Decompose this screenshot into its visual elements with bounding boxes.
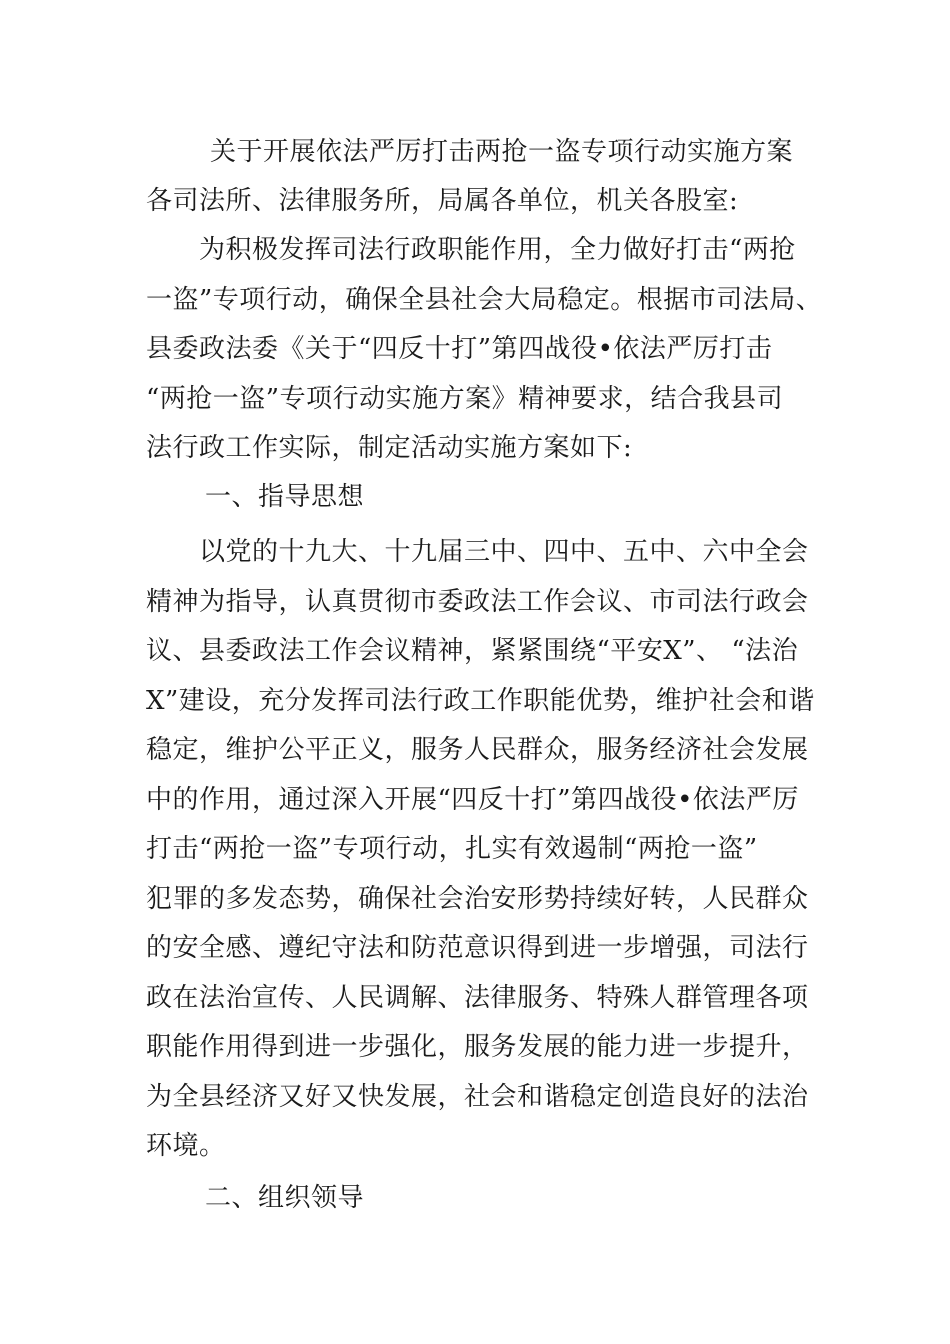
paragraph-line: 打击“两抢一盗”专项行动，扎实有效遏制“两抢一盗” — [146, 834, 758, 864]
section-heading-guiding-ideology: 一、指导思想 — [205, 482, 365, 512]
paragraph-line: “两抢一盗”专项行动实施方案》精神要求，结合我县司 — [146, 383, 784, 414]
intro-paragraph — [146, 226, 826, 474]
section-heading-organization: 二、组织领导 — [205, 1183, 365, 1213]
paragraph-line: 以党的十九大、十九届三中、四中、五中、六中全会 — [146, 537, 809, 567]
salutation: 各司法所、法律服务所，局属各单位，机关各股室: — [146, 186, 739, 216]
paragraph-line: 为全县经济又好又快发展，社会和谐稳定创造良好的法治 — [146, 1081, 809, 1112]
paragraph-line: 法行政工作实际，制定活动实施方案如下: — [146, 433, 633, 463]
paragraph-line: 县委政法委《关于“四反十打”第四战役•依法严厉打击 — [146, 334, 773, 364]
paragraph-line: 稳定，维护公平正义，服务人民群众，服务经济社会发展 — [146, 735, 809, 765]
paragraph-line: 议、县委政法工作会议精神，紧紧围绕“平安X”、 “法治 — [146, 636, 799, 666]
paragraph-line: 一盗”专项行动，确保全县社会大局稳定。根据市司法局、 — [146, 284, 823, 315]
paragraph-line: 职能作用得到进一步强化，服务发展的能力进一步提升， — [146, 1032, 809, 1062]
guiding-paragraph — [146, 528, 826, 1172]
paragraph-line: X”建设，充分发挥司法行政工作职能优势，维护社会和谐 — [146, 685, 815, 716]
paragraph-line: 精神为指导，认真贯彻市委政法工作会议、市司法行政会 — [146, 586, 809, 617]
paragraph-line: 中的作用，通过深入开展“四反十打”第四战役•依法严厉 — [146, 784, 799, 815]
paragraph-line: 政在法治宣传、人民调解、法律服务、特殊人群管理各项 — [146, 982, 809, 1013]
paragraph-line: 为积极发挥司法行政职能作用，全力做好打击“两抢 — [146, 235, 796, 265]
paragraph-line: 犯罪的多发态势，确保社会治安形势持续好转，人民群众 — [146, 883, 809, 914]
paragraph-line: 环境。 — [146, 1131, 226, 1161]
document-title: 关于开展依法严厉打击两抢一盗专项行动实施方案 — [210, 137, 794, 167]
paragraph-line: 的安全感、遵纪守法和防范意识得到进一步增强，司法行 — [146, 933, 809, 963]
